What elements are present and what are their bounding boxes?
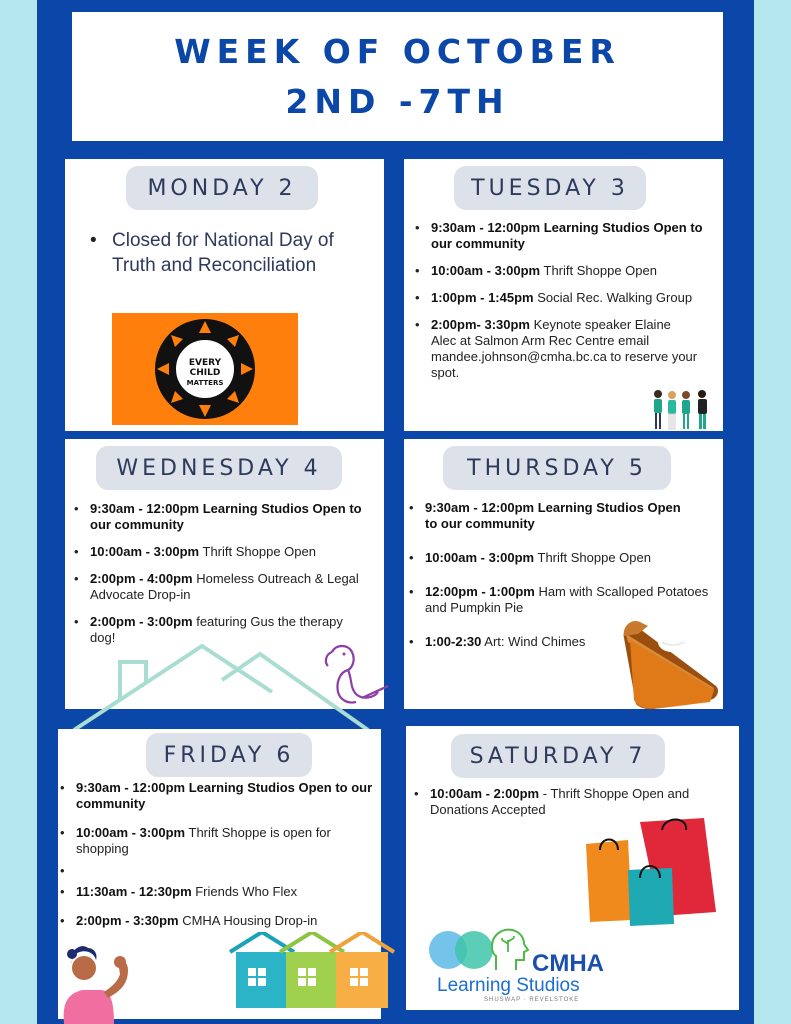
wednesday-item: • 2:00pm - 3:00pm featuring Gus the therapy dog! <box>74 614 374 646</box>
saturday-item: • 10:00am - 2:00pm - Thrift Shoppe Open and Donations Accepted <box>414 786 714 818</box>
tuesday-item: • 9:30am - 12:00pm Learning Studios Open to our community <box>415 220 715 252</box>
header-line-1: WEEK OF OCTOBER <box>174 31 621 71</box>
monday-closed-text: • Closed for National Day of Truth and Reconciliation <box>90 228 370 278</box>
wednesday-item: • 10:00am - 3:00pm Thrift Shoppe Open <box>74 544 374 560</box>
page-header <box>72 12 723 141</box>
friday-item: • 10:00am - 3:00pm Thrift Shoppe is open for shopping <box>60 825 378 857</box>
every-child-matters-icon <box>112 313 298 425</box>
friday-item: • 9:30am - 12:00pm Learning Studios Open to our community <box>60 780 378 812</box>
thursday-day-label: THURSDAY 5 <box>443 446 671 490</box>
logo-name: Learning Studios <box>437 975 580 996</box>
friday-day-label: FRIDAY 6 <box>146 733 312 777</box>
flag-text-matters: MATTERS <box>186 379 224 387</box>
tuesday-day-label: TUESDAY 3 <box>454 166 646 210</box>
logo-brand: CMHA <box>532 950 604 977</box>
thursday-item: • 9:30am - 12:00pm Learning Studios Open to our community <box>409 500 711 532</box>
wednesday-list <box>74 501 374 657</box>
cmha-logo-icon <box>428 926 538 974</box>
wednesday-item: • 9:30am - 12:00pm Learning Studios Open to our community <box>74 501 374 533</box>
tuesday-item: • 2:00pm- 3:30pm Keynote speaker Elaine Alec at Salmon Arm Rec Centre email mandee.johnson@cmha.bc.ca to reserve your spot. <box>415 317 715 381</box>
tuesday-list <box>415 220 715 392</box>
flexing-woman-icon <box>58 940 138 1024</box>
every-child-matters-flag <box>112 313 298 425</box>
monday-day-label: MONDAY 2 <box>126 166 318 210</box>
pumpkin-pie-icon <box>618 612 724 716</box>
wednesday-item: • 2:00pm - 4:00pm Homeless Outreach & Legal Advocate Drop-in <box>74 571 374 603</box>
saturday-day-label: SATURDAY 7 <box>451 734 665 778</box>
friday-list <box>60 780 378 940</box>
thursday-item: • 1:00-2:30 Art: Wind Chimes <box>409 634 711 650</box>
header-line-2: 2ND -7TH <box>285 81 510 121</box>
people-group-icon <box>648 388 716 432</box>
friday-item: • 2:00pm - 3:30pm CMHA Housing Drop-in <box>60 913 378 929</box>
tuesday-item: • 10:00am - 3:00pm Thrift Shoppe Open <box>415 263 715 279</box>
friday-item <box>60 863 378 876</box>
friday-item: • 11:30am - 12:30pm Friends Who Flex <box>60 884 378 900</box>
tuesday-item: • 1:00pm - 1:45pm Social Rec. Walking Group <box>415 290 715 306</box>
thursday-item: • 12:00pm - 1:00pm Ham with Scalloped Potatoes and Pumpkin Pie <box>409 584 711 616</box>
shopping-bags-icon <box>580 816 720 926</box>
logo-sub: SHUSWAP · REVELSTOKE <box>484 997 580 1003</box>
thursday-item: • 10:00am - 3:00pm Thrift Shoppe Open <box>409 550 711 566</box>
monday-list <box>90 228 370 289</box>
wednesday-day-label: WEDNESDAY 4 <box>96 446 342 490</box>
colorful-houses-icon <box>228 932 398 1008</box>
flag-text-child: CHILD <box>189 368 221 378</box>
flag-text-every: EVERY <box>188 358 222 368</box>
dog-outline-icon <box>318 642 390 708</box>
